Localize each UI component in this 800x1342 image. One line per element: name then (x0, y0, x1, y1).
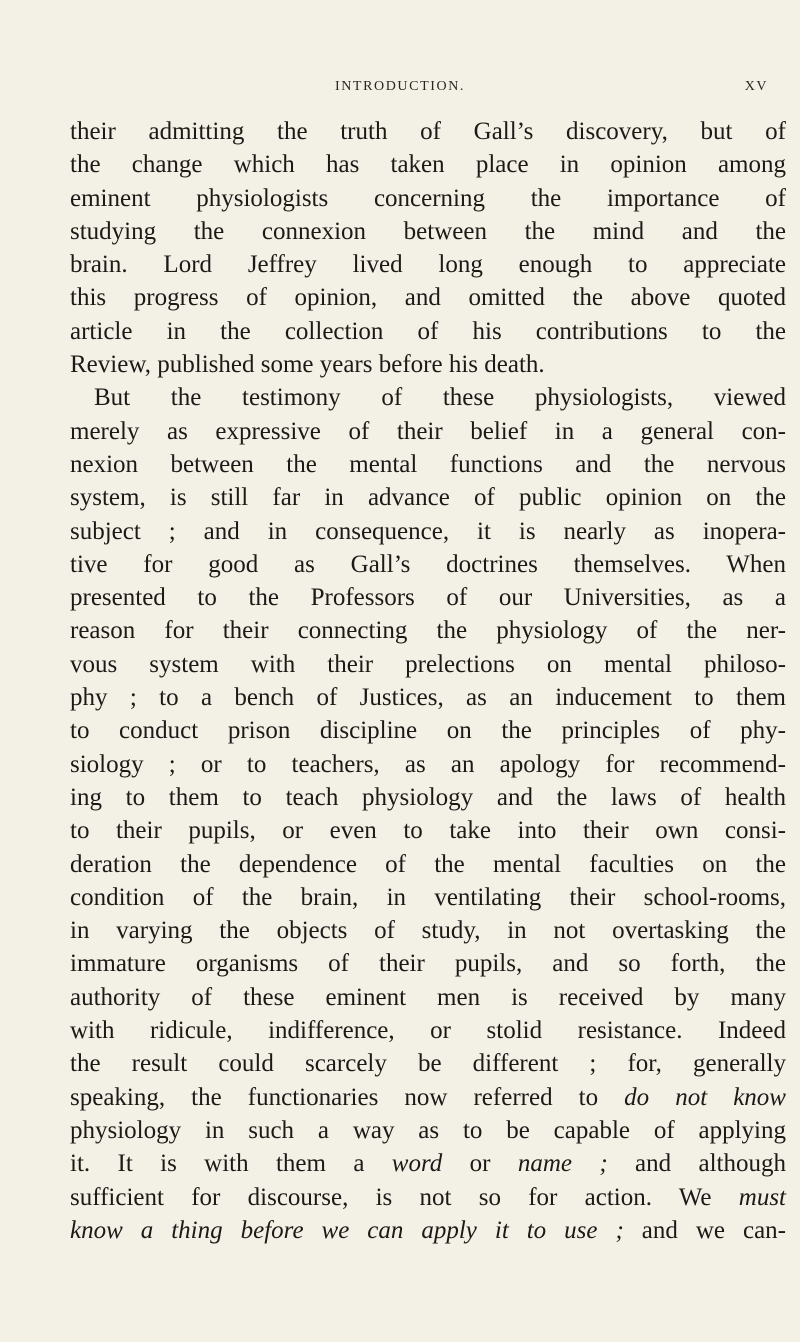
text-line (70, 115, 786, 148)
text-segment: speaking, the functionaries now referred to (70, 1083, 625, 1111)
text-line (70, 814, 786, 847)
text-segment: this progress of opinion, and omitted the above quoted (70, 284, 786, 312)
text-segment: ing to them to teach physiology and the laws of health (70, 783, 786, 811)
text-line (70, 614, 786, 647)
text-line (70, 1114, 786, 1147)
text-segment: to conduct prison discipline on the principles of phy- (70, 717, 786, 745)
text-segment: studying the connexion between the mind and the (70, 217, 786, 245)
text-line (70, 215, 786, 248)
text-line (70, 1147, 786, 1180)
text-line (70, 981, 786, 1014)
text-segment: vous system with their prelections on mental philoso- (70, 650, 786, 678)
text-segment: the result could scarcely be different ; for, generally (70, 1050, 786, 1078)
italic-text: know a thing before we can apply it to use ; (70, 1216, 624, 1244)
text-segment: sufficient for discourse, is not so for action. We (70, 1183, 739, 1211)
italic-text: word (391, 1150, 443, 1178)
text-segment: physiology in such a way as to be capable of applying (70, 1116, 786, 1144)
text-segment: deration the dependence of the mental faculties on the (70, 850, 786, 878)
text-segment: reason for their connecting the physiology of the ner- (70, 617, 786, 645)
text-segment: brain. Lord Jeffrey lived long enough to appreciate (70, 251, 786, 279)
text-line (70, 648, 786, 681)
text-line (70, 748, 786, 781)
text-segment: in varying the objects of study, in not overtasking the (70, 917, 786, 945)
text-line (70, 281, 786, 314)
text-segment: eminent physiologists concerning the importance of (70, 184, 786, 212)
text-segment: siology ; or to teachers, as an apology for recommend- (70, 750, 786, 778)
text-segment: or (442, 1150, 518, 1178)
text-segment: immature organisms of their pupils, and so forth, the (70, 950, 786, 978)
text-line (70, 1081, 786, 1114)
text-line (70, 947, 786, 980)
running-head (0, 76, 800, 100)
text-line (70, 515, 786, 548)
text-line (70, 481, 786, 514)
text-line (70, 781, 786, 814)
page-number: XV (744, 79, 768, 94)
text-line (70, 681, 786, 714)
text-segment: to their pupils, or even to take into their own consi- (70, 817, 786, 845)
text-segment: system, is still far in advance of public opinion on the (70, 484, 786, 512)
text-segment: presented to the Professors of our Universities, as a (70, 584, 786, 612)
text-segment: article in the collection of his contributions to the (70, 317, 786, 345)
text-segment: Review, published some years before his death. (70, 351, 545, 379)
italic-text: name ; (517, 1150, 608, 1178)
text-line (70, 1014, 786, 1047)
text-line (70, 1047, 786, 1080)
text-line (70, 581, 786, 614)
text-line (70, 448, 786, 481)
text-segment: and we can- (623, 1216, 786, 1244)
text-line (70, 714, 786, 747)
text-segment: phy ; to a bench of Justices, as an inducement to them (70, 684, 786, 712)
text-line (70, 1214, 786, 1247)
text-line (70, 148, 786, 181)
text-segment: with ridicule, indifference, or stolid resistance. Indeed (70, 1017, 786, 1045)
text-segment: condition of the brain, in ventilating their school-rooms, (70, 883, 786, 911)
text-segment: the change which has taken place in opinion among (70, 151, 786, 179)
text-segment: nexion between the mental functions and the nervous (70, 450, 786, 478)
text-segment: authority of these eminent men is received by many (70, 983, 786, 1011)
text-line (70, 348, 786, 381)
text-segment: it. It is with them a (70, 1150, 392, 1178)
text-segment: subject ; and in consequence, it is nearly as inopera- (70, 517, 786, 545)
text-line (70, 182, 786, 215)
text-segment: and although (607, 1150, 786, 1178)
text-line (70, 1181, 786, 1214)
text-line (70, 315, 786, 348)
text-line (70, 415, 786, 448)
text-line (70, 848, 786, 881)
text-segment: merely as expressive of their belief in a general con- (70, 417, 786, 445)
text-segment: their admitting the truth of Gall’s discovery, but of (70, 118, 786, 145)
text-segment: But the testimony of these physiologists, viewed (94, 384, 786, 412)
text-line (70, 381, 786, 414)
text-line (70, 548, 786, 581)
text-segment: tive for good as Gall’s doctrines themselves. When (70, 550, 786, 578)
italic-text: must (738, 1183, 786, 1211)
text-line (70, 248, 786, 281)
text-line (70, 914, 786, 947)
italic-text: do not know (624, 1083, 786, 1111)
running-head-title: INTRODUCTION. (334, 79, 466, 94)
body-text (70, 115, 786, 1247)
text-line (70, 881, 786, 914)
